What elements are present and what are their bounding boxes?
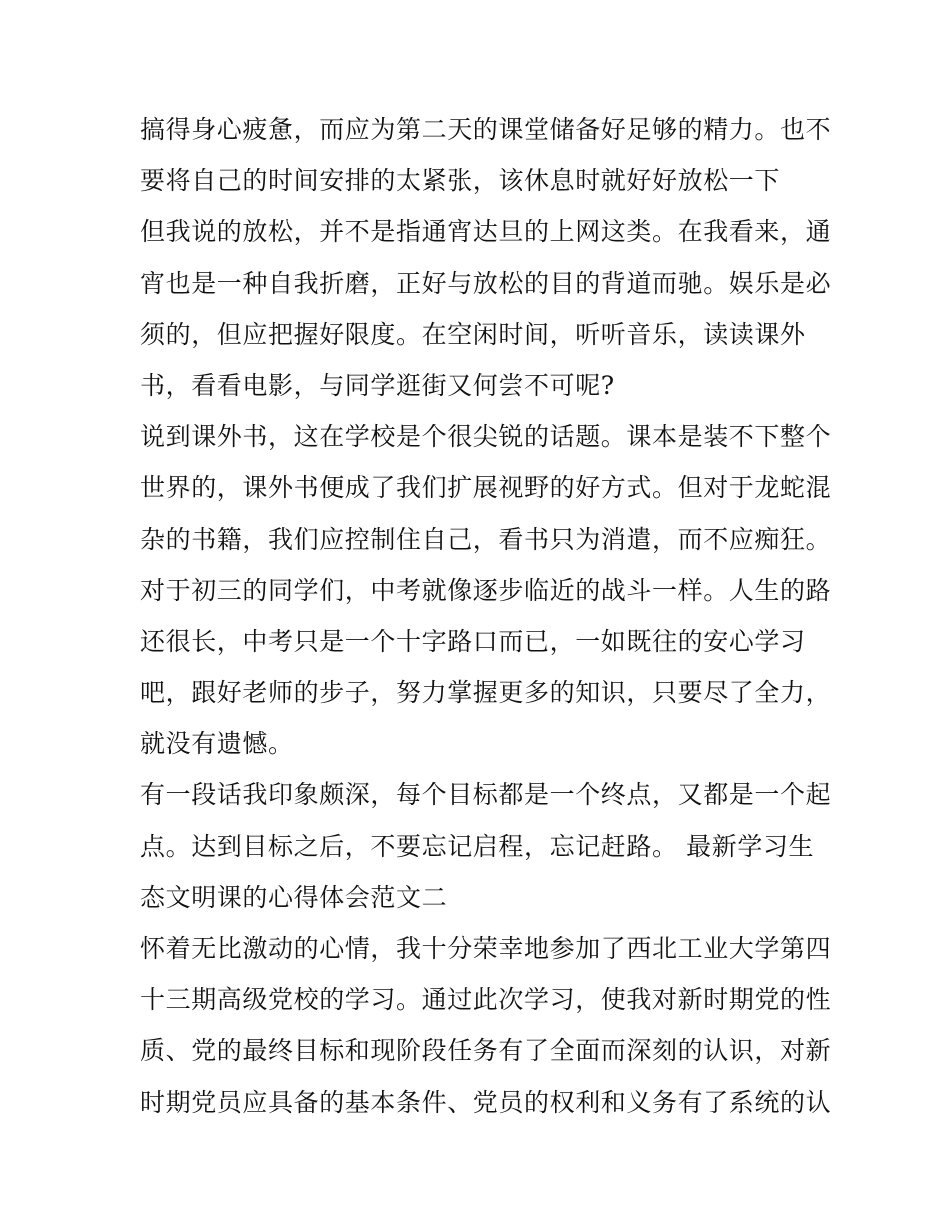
text-line-10: 对于初三的同学们，中考就像逐步临近的战斗一样。人生的路	[140, 575, 832, 605]
text-line-15: 点。达到目标之后，不要忘记启程，忘记赶路。 最新学习生	[140, 831, 815, 861]
text-line-2: 要将自己的时间安排的太紧张，该休息时就好好放松一下	[140, 166, 781, 196]
text-line-5: 须的，但应把握好限度。在空闲时间，听听音乐，读读课外	[140, 319, 806, 349]
text-line-13: 就没有遗憾。	[140, 729, 294, 759]
text-line-1: 搞得身心疲惫，而应为第二天的课堂储备好足够的精力。也不	[140, 115, 832, 144]
text-line-9: 杂的书籍，我们应控制住自己，看书只为消遣，而不应痴狂。	[140, 524, 832, 554]
text-line-8: 世界的，课外书便成了我们扩展视野的好方式。但对于龙蛇混	[140, 473, 832, 503]
text-line-4: 宵也是一种自我折磨，正好与放松的目的背道而驰。娱乐是必	[140, 268, 832, 298]
text-line-12: 吧，跟好老师的步子，努力掌握更多的知识，只要尽了全力，	[140, 678, 832, 708]
text-line-19: 质、党的最终目标和现阶段任务有了全面而深刻的认识，对新	[140, 1036, 832, 1066]
body-text	[140, 104, 832, 1128]
text-line-14: 有一段话我印象颇深，每个目标都是一个终点，又都是一个起	[140, 780, 832, 810]
text-line-3: 但我说的放松，并不是指通宵达旦的上网这类。在我看来，通	[140, 217, 832, 247]
text-line-17: 怀着无比激动的心情，我十分荣幸地参加了西北工业大学第四	[140, 934, 832, 963]
text-line-6: 书，看看电影，与同学逛街又何尝不可呢?	[140, 370, 615, 400]
text-line-18: 十三期高级党校的学习。通过此次学习，使我对新时期党的性	[140, 985, 832, 1015]
text-line-20: 时期党员应具备的基本条件、党员的权利和义务有了系统的认	[140, 1087, 832, 1117]
text-line-11: 还很长，中考只是一个十字路口而已，一如既往的安心学习	[140, 626, 806, 656]
text-line-16: 态文明课的心得体会范文二	[140, 882, 448, 912]
text-line-7: 说到课外书，这在学校是个很尖锐的话题。课本是装不下整个	[140, 422, 832, 452]
